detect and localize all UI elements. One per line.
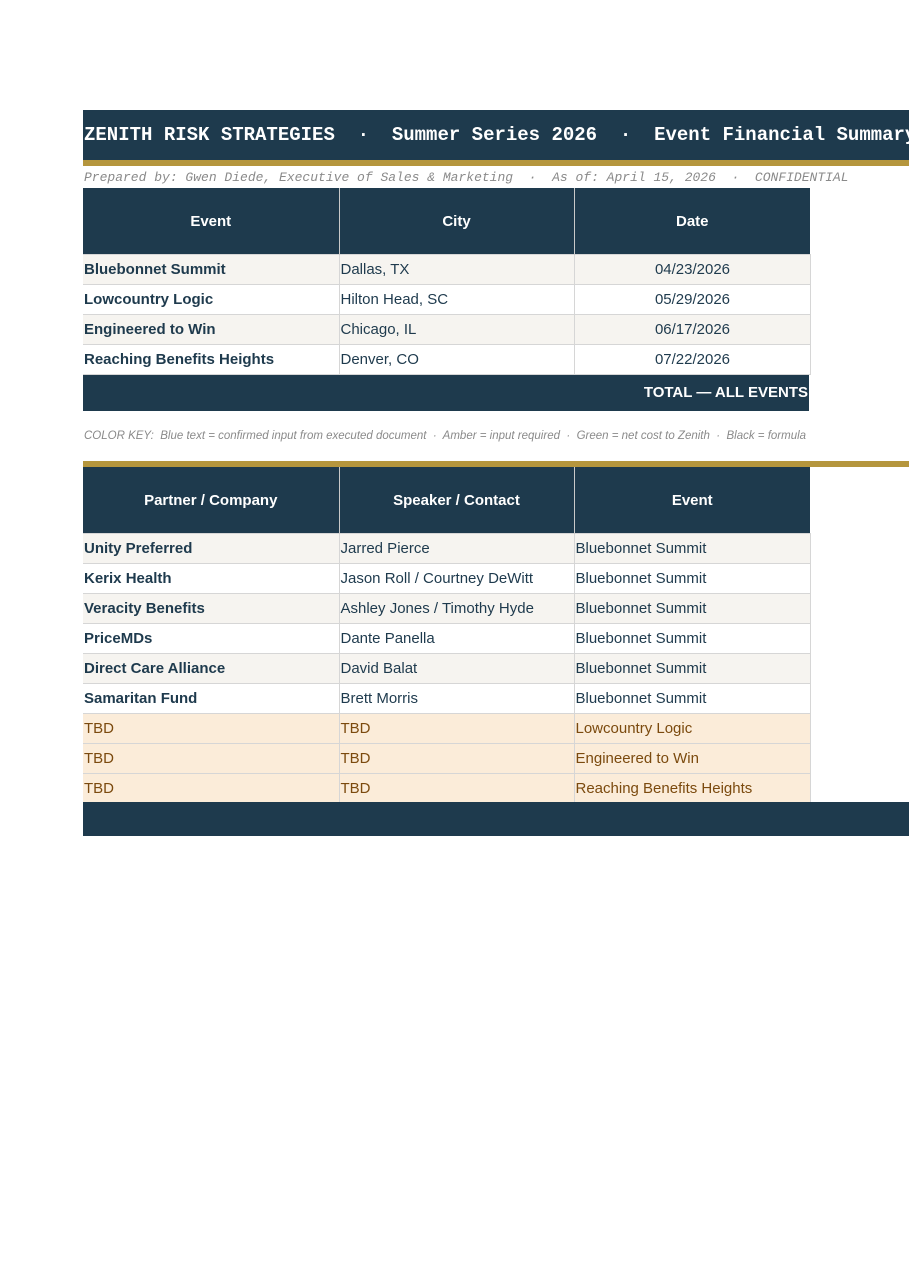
column-header-partner: Partner / Company — [83, 467, 339, 534]
partner-cell: Veracity Benefits — [83, 594, 339, 624]
partners-table — [83, 467, 811, 804]
table-row — [83, 624, 810, 654]
event-name-cell: Lowcountry Logic — [83, 285, 339, 315]
city-cell: Dallas, TX — [339, 255, 574, 285]
partner-cell: PriceMDs — [83, 624, 339, 654]
city-cell: Denver, CO — [339, 345, 574, 375]
event-cell: Reaching Benefits Heights — [574, 774, 810, 804]
contact-cell: Ashley Jones / Timothy Hyde — [339, 594, 574, 624]
date-cell: 04/23/2026 — [574, 255, 810, 285]
column-header-contact: Speaker / Contact — [339, 467, 574, 534]
events-header-row — [83, 188, 810, 255]
partners-header-row — [83, 467, 810, 534]
document-subtitle: Prepared by: Gwen Diede, Executive of Sales & Marketing · As of: April 15, 2026 · CONFIDENTIAL — [84, 170, 849, 185]
contact-cell: TBD — [339, 714, 574, 744]
event-cell: Lowcountry Logic — [574, 714, 810, 744]
document-title: ZENITH RISK STRATEGIES · Summer Series 2026 · Event Financial Summary — [84, 124, 916, 146]
event-cell: Bluebonnet Summit — [574, 594, 810, 624]
table-row — [83, 345, 810, 375]
event-cell: Bluebonnet Summit — [574, 534, 810, 564]
table-row — [83, 684, 810, 714]
partner-cell: Samaritan Fund — [83, 684, 339, 714]
date-cell: 07/22/2026 — [574, 345, 810, 375]
partner-cell: TBD — [83, 774, 339, 804]
table-row-input-required — [83, 714, 810, 744]
event-cell: Bluebonnet Summit — [574, 624, 810, 654]
color-key-note: COLOR KEY: Blue text = confirmed input from executed document · Amber = input required · Green = net cost to Zenith · Black = formula — [84, 430, 807, 442]
contact-cell: Jarred Pierce — [339, 534, 574, 564]
total-row — [83, 375, 809, 411]
event-cell: Bluebonnet Summit — [574, 564, 810, 594]
events-table — [83, 188, 811, 375]
city-cell: Chicago, IL — [339, 315, 574, 345]
event-name-cell: Engineered to Win — [83, 315, 339, 345]
column-header-event: Event — [83, 188, 339, 255]
contact-cell: TBD — [339, 744, 574, 774]
column-header-city: City — [339, 188, 574, 255]
event-name-cell: Bluebonnet Summit — [83, 255, 339, 285]
table-row-input-required — [83, 774, 810, 804]
event-cell: Bluebonnet Summit — [574, 654, 810, 684]
contact-cell: Brett Morris — [339, 684, 574, 714]
table-row — [83, 255, 810, 285]
date-cell: 06/17/2026 — [574, 315, 810, 345]
gold-divider-top — [83, 160, 909, 166]
city-cell: Hilton Head, SC — [339, 285, 574, 315]
table-row — [83, 594, 810, 624]
contact-cell: David Balat — [339, 654, 574, 684]
event-cell: Engineered to Win — [574, 744, 810, 774]
event-name-cell: Reaching Benefits Heights — [83, 345, 339, 375]
contact-cell: TBD — [339, 774, 574, 804]
contact-cell: Jason Roll / Courtney DeWitt — [339, 564, 574, 594]
total-label: TOTAL — ALL EVENTS — [643, 384, 808, 401]
column-header-event: Event — [574, 467, 810, 534]
event-cell: Bluebonnet Summit — [574, 684, 810, 714]
table-row-input-required — [83, 744, 810, 774]
table-row — [83, 285, 810, 315]
column-header-date: Date — [574, 188, 810, 255]
partner-cell: Kerix Health — [83, 564, 339, 594]
partner-cell: Direct Care Alliance — [83, 654, 339, 684]
contact-cell: Dante Panella — [339, 624, 574, 654]
partner-cell: TBD — [83, 744, 339, 774]
table-row — [83, 534, 810, 564]
partner-cell: Unity Preferred — [83, 534, 339, 564]
table-row — [83, 654, 810, 684]
date-cell: 05/29/2026 — [574, 285, 810, 315]
footer-bar — [83, 802, 909, 836]
table-row — [83, 315, 810, 345]
table-row — [83, 564, 810, 594]
partner-cell: TBD — [83, 714, 339, 744]
